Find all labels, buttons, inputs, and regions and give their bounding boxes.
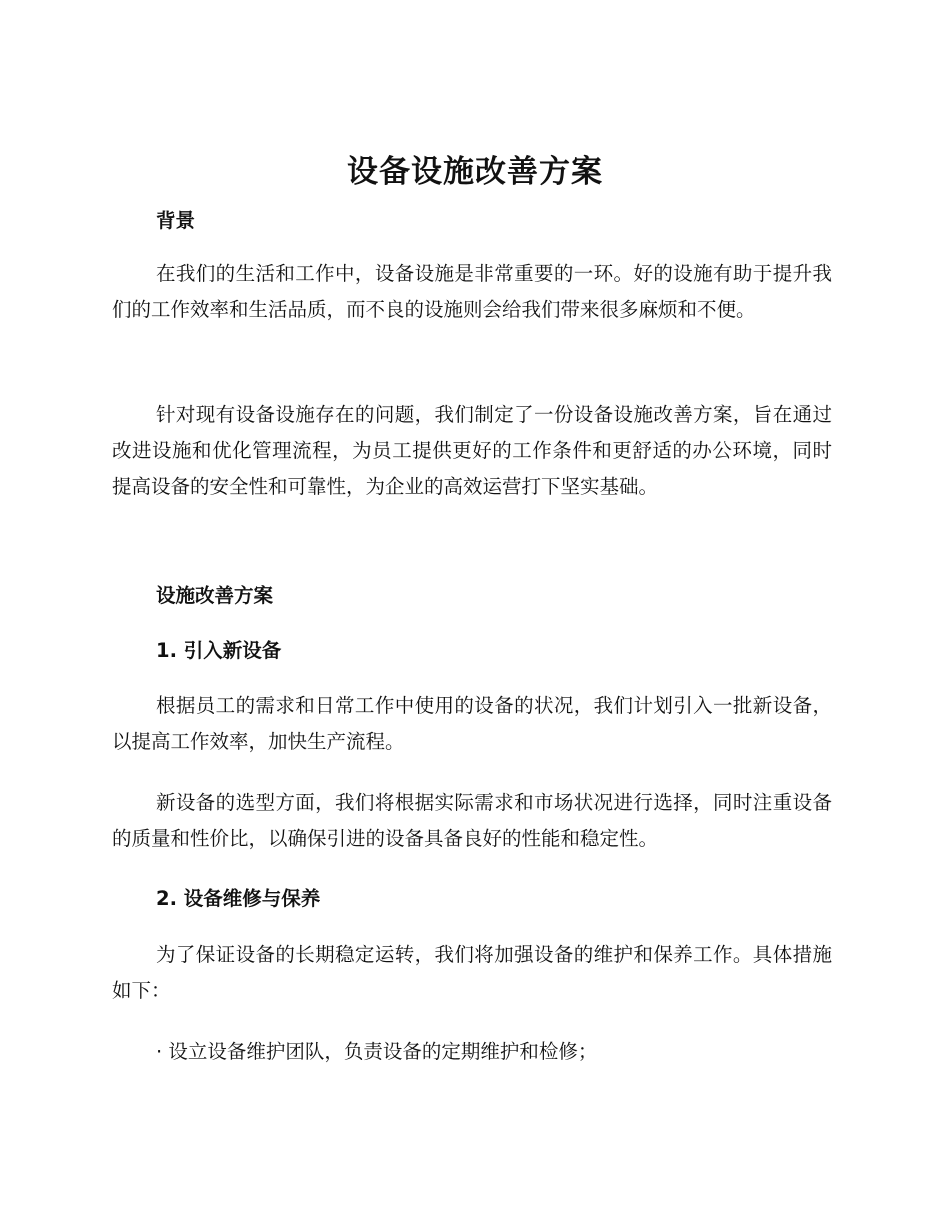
section-heading-background: 背景 bbox=[156, 209, 196, 232]
paragraph-text: 为了保证设备的长期稳定运转，我们将加强设备的维护和保养工作。具体措施如下： bbox=[112, 943, 832, 1002]
paragraph-text: 在我们的生活和工作中，设备设施是非常重要的一环。好的设施有助于提升我们的工作效率和生活品质，而不良的设施则会给我们带来很多麻烦和不便。 bbox=[112, 262, 832, 321]
paragraph-background-2 bbox=[112, 397, 832, 505]
paragraph-text: 针对现有设备设施存在的问题，我们制定了一份设备设施改善方案，旨在通过改进设施和优化管理流程，为员工提供更好的工作条件和更舒适的办公环境，同时提高设备的安全性和可靠性，为企业的高效运营打下坚实基础。 bbox=[112, 403, 832, 498]
document-title: 设备设施改善方案 bbox=[347, 154, 603, 190]
subheading-new-equipment: 1. 引入新设备 bbox=[156, 639, 282, 662]
subheading-maintenance: 2. 设备维修与保养 bbox=[156, 887, 321, 910]
bullet-item-maintenance-team: · 设立设备维护团队，负责设备的定期维护和检修； bbox=[156, 1040, 598, 1063]
paragraph-background-1 bbox=[112, 256, 832, 328]
paragraph-text: 新设备的选型方面，我们将根据实际需求和市场状况进行选择，同时注重设备的质量和性价比，以确保引进的设备具备良好的性能和稳定性。 bbox=[112, 791, 832, 850]
paragraph-new-equipment-1 bbox=[112, 688, 832, 760]
section-heading-plan: 设施改善方案 bbox=[156, 584, 274, 607]
paragraph-maintenance-1 bbox=[112, 937, 832, 1009]
paragraph-text: 根据员工的需求和日常工作中使用的设备的状况，我们计划引入一批新设备，以提高工作效率，加快生产流程。 bbox=[112, 694, 832, 753]
paragraph-new-equipment-2 bbox=[112, 785, 832, 857]
